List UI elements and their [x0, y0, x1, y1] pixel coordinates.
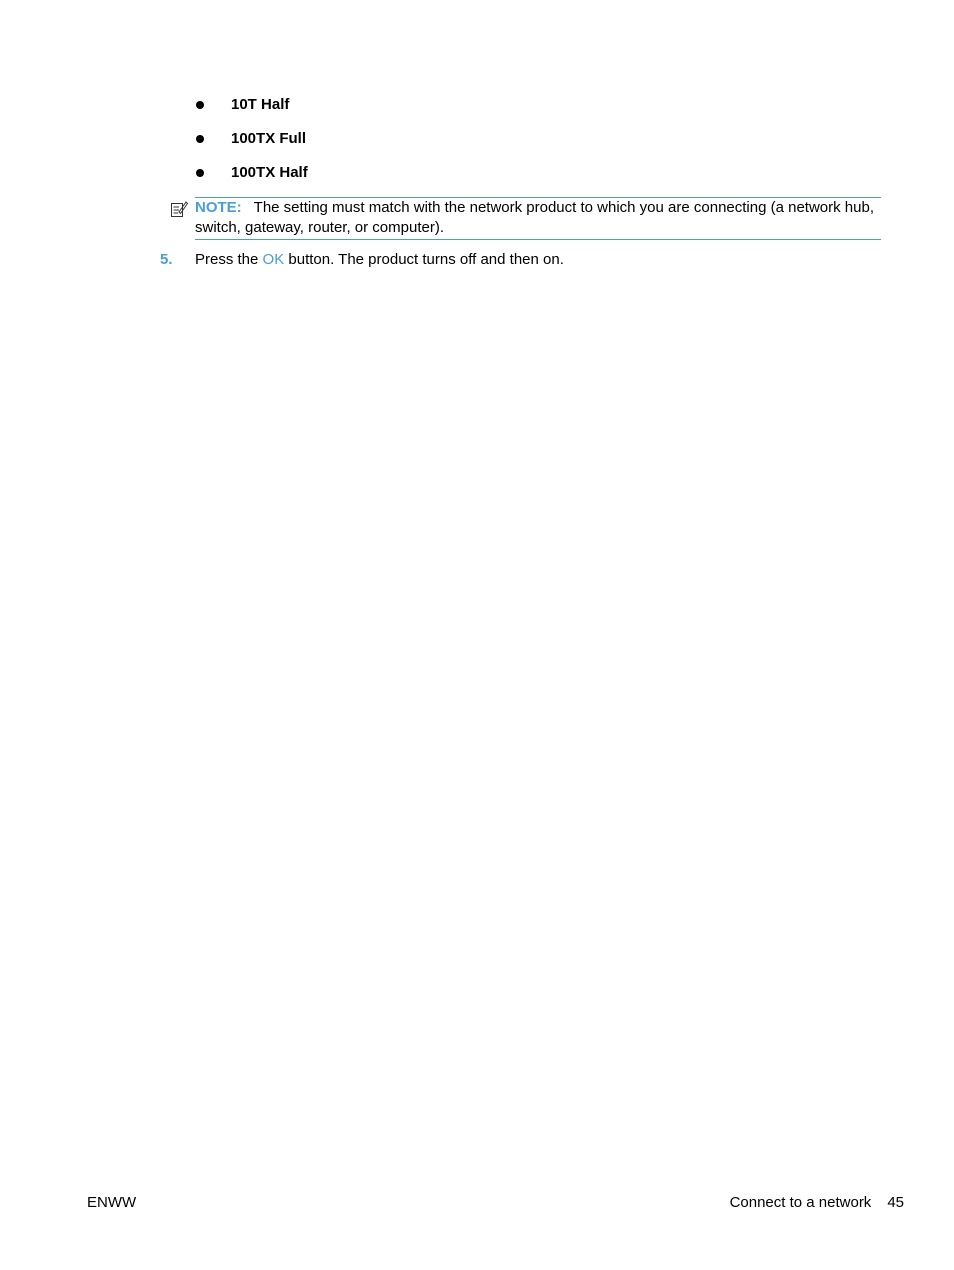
note-box — [195, 197, 881, 240]
note-text: The setting must match with the network product to which you are connecting (a network hub, switch, gateway, router, or computer). — [195, 199, 874, 236]
page-number: 45 — [887, 1194, 904, 1211]
note-icon — [170, 200, 188, 218]
bullet-icon — [196, 169, 204, 177]
step-number: 5. — [160, 251, 173, 268]
footer-doc-code: ENWW — [87, 1194, 137, 1211]
step-text-after: button. The product turns off and then on. — [284, 251, 564, 268]
option-label: 10T Half — [231, 96, 290, 113]
footer-section-title: Connect to a network — [729, 1194, 872, 1211]
note-label: NOTE: — [195, 199, 242, 216]
step-text-before: Press the — [195, 251, 263, 268]
option-label: 100TX Half — [231, 164, 308, 181]
option-label: 100TX Full — [231, 130, 307, 147]
bullet-icon — [196, 135, 204, 143]
ok-button-reference: OK — [262, 251, 285, 268]
bullet-icon — [196, 101, 204, 109]
footer-right — [730, 1193, 904, 1213]
step-text — [195, 250, 564, 270]
